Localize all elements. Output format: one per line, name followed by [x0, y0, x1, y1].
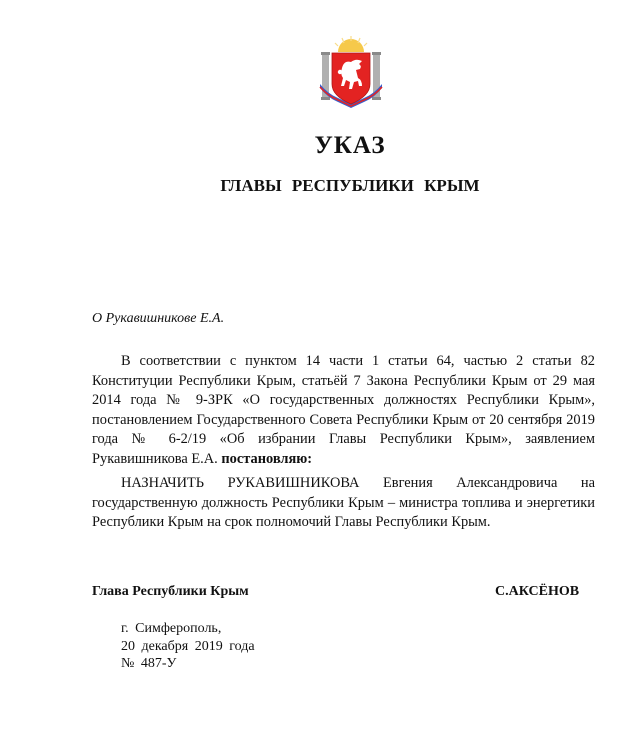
- decree-subject: О Рукавишникове Е.А.: [92, 311, 225, 326]
- preamble-text: В соответствии с пунктом 14 части 1 статьи 64, частью 2 статьи 82 Конституции Республики Крым, статьёй 7 Закона Республики Крым от 29 мая 2014 года № 9-ЗРК «О государственных должностях Республики Крым», постановлением Государственного Совета Республики Крым от 20 сентября 2019 года № 6-2/19 «Об избрании Главы Республики Крым», заявлением Рукавишникова Е.А.: [92, 353, 595, 467]
- decree-appointment-paragraph: [92, 474, 595, 533]
- sun-icon: [335, 36, 367, 52]
- decree-number: № 487-У: [121, 656, 177, 671]
- decree-title: УКАЗ: [314, 132, 386, 159]
- decree-preamble-paragraph: [92, 352, 595, 469]
- appointment-text: НАЗНАЧИТЬ РУКАВИШНИКОВА Евгения Александровича на государственную должность Республики Крым – министра топлива и энергетики Республики Крым на срок полномочий Главы Республики Крым.: [92, 475, 595, 530]
- preamble-resolution: постановляю:: [221, 450, 313, 467]
- decree-city: г. Симферополь,: [121, 621, 222, 636]
- signatory-name: С.АКСЁНОВ: [495, 584, 580, 599]
- decree-subtitle: ГЛАВЫ РЕСПУБЛИКИ КРЫМ: [220, 176, 480, 195]
- signatory-title: Глава Республики Крым: [92, 584, 249, 599]
- crimea-coat-of-arms-emblem: [318, 34, 384, 108]
- decree-place-date-number: [121, 620, 255, 673]
- decree-date: 20 декабря 2019 года: [121, 638, 255, 654]
